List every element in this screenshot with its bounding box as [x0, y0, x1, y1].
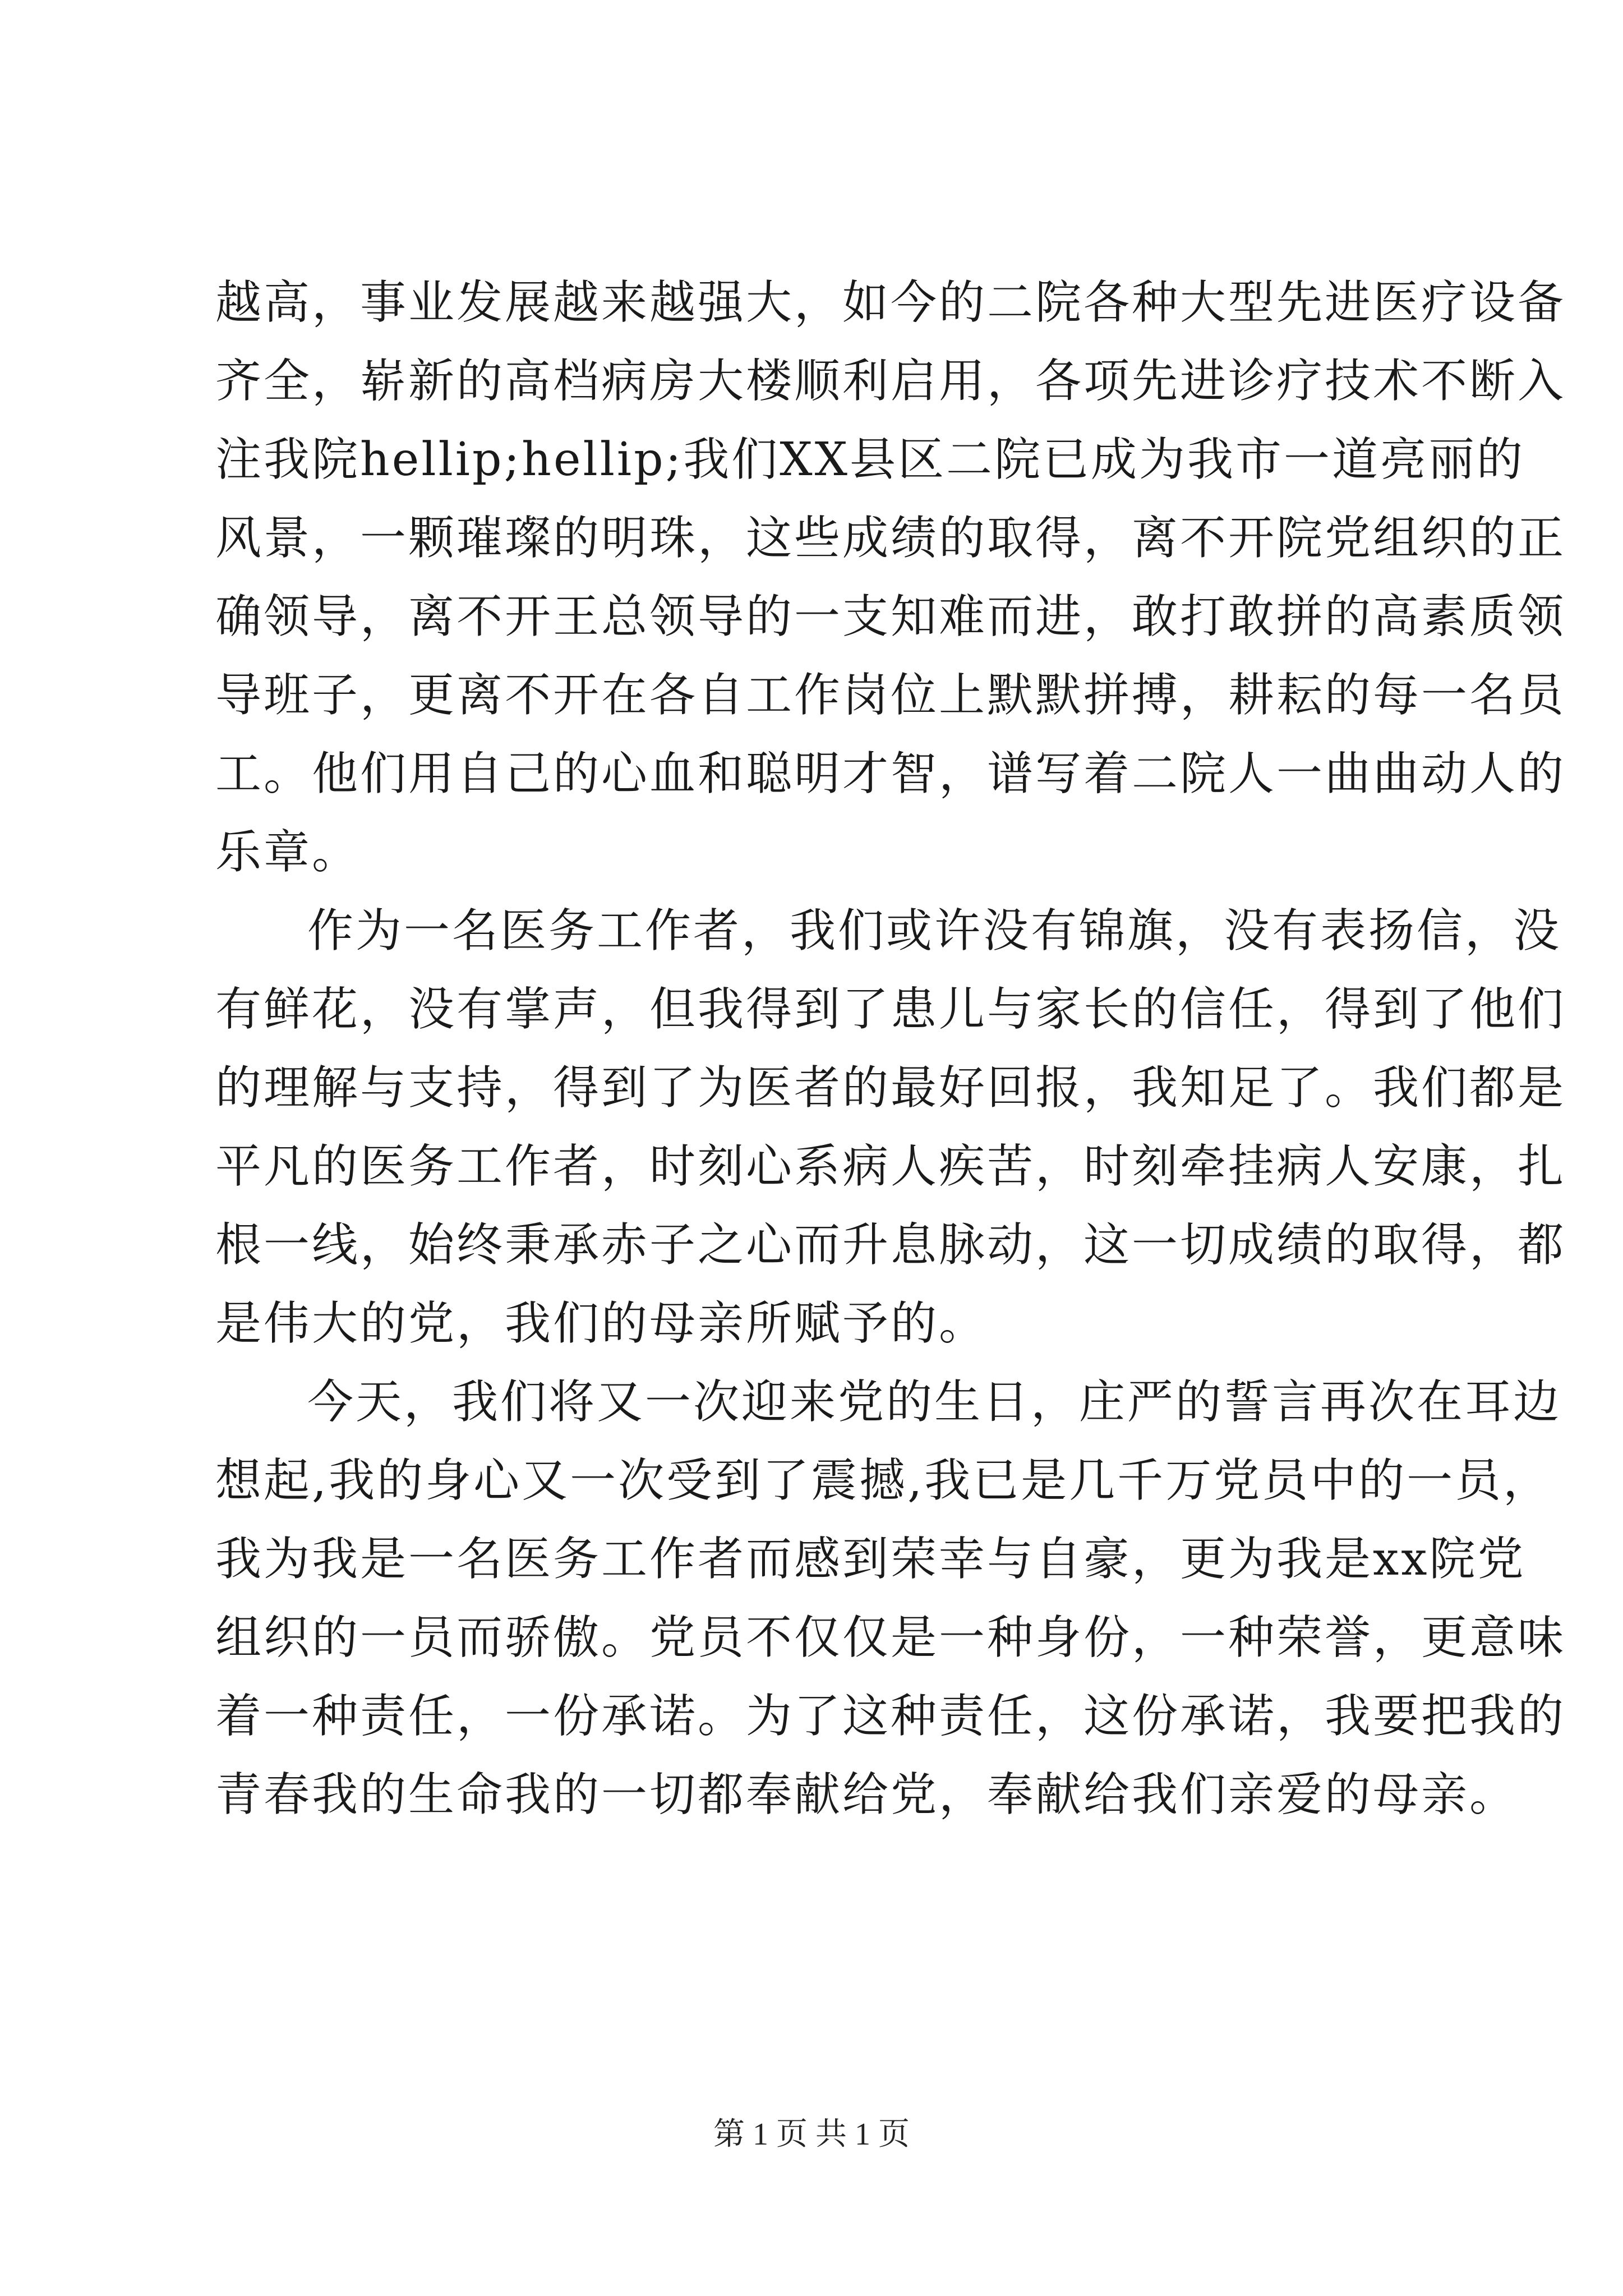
text-line: 想起,我的身心又一次受到了震撼,我已是几千万党员中的一员， — [215, 1454, 1552, 1507]
text-line: 风景，一颗璀璨的明珠，这些成绩的取得，离不开院党组织的正 — [215, 512, 1566, 565]
text-line: 的理解与支持，得到了为医者的最好回报，我知足了。我们都是 — [215, 1061, 1566, 1115]
text-line: 平凡的医务工作者，时刻心系病人疾苦，时刻牵挂病人安康，扎 — [215, 1140, 1566, 1193]
text-line: 导班子，更离不开在各自工作岗位上默默拼搏，耕耘的每一名员 — [215, 669, 1566, 722]
text-line: 越高，事业发展越来越强大，如今的二院各种大型先进医疗设备 — [215, 276, 1566, 329]
text-line: 注我院hellip;hellip;我们XX县区二院已成为我市一道亮丽的 — [215, 433, 1525, 486]
text-line: 有鲜花，没有掌声，但我得到了患儿与家长的信任，得到了他们 — [215, 983, 1566, 1036]
document-body — [215, 264, 1566, 1834]
text-line: 根一线，始终秉承赤子之心而升息脉动，这一切成绩的取得，都 — [215, 1218, 1566, 1272]
text-line: 是伟大的党，我们的母亲所赋予的。 — [215, 1297, 988, 1350]
text-line: 我为我是一名医务工作者而感到荣幸与自豪，更为我是xx院党 — [215, 1533, 1526, 1586]
paragraph-start-line: 今天，我们将又一次迎来党的生日，庄严的誓言再次在耳边 — [307, 1375, 1562, 1429]
text-line: 齐全，崭新的高档病房大楼顺利启用，各项先进诊疗技术不断入 — [215, 355, 1566, 408]
text-line: 组织的一员而骄傲。党员不仅仅是一种身份，一种荣誉，更意味 — [215, 1611, 1566, 1664]
paragraph-start-line: 作为一名医务工作者，我们或许没有锦旗，没有表扬信，没 — [307, 904, 1562, 958]
text-line: 确领导，离不开王总领导的一支知难而进，敢打敢拼的高素质领 — [215, 590, 1566, 643]
page-number-footer: 第 1 页 共 1 页 — [713, 2117, 910, 2152]
text-line: 乐章。 — [215, 826, 361, 879]
text-line: 工。他们用自己的心血和聪明才智，谱写着二院人一曲曲动人的 — [215, 747, 1566, 800]
text-line: 着一种责任，一份承诺。为了这种责任，这份承诺，我要把我的 — [215, 1690, 1566, 1743]
text-line: 青春我的生命我的一切都奉献给党，奉献给我们亲爱的母亲。 — [215, 1768, 1518, 1821]
